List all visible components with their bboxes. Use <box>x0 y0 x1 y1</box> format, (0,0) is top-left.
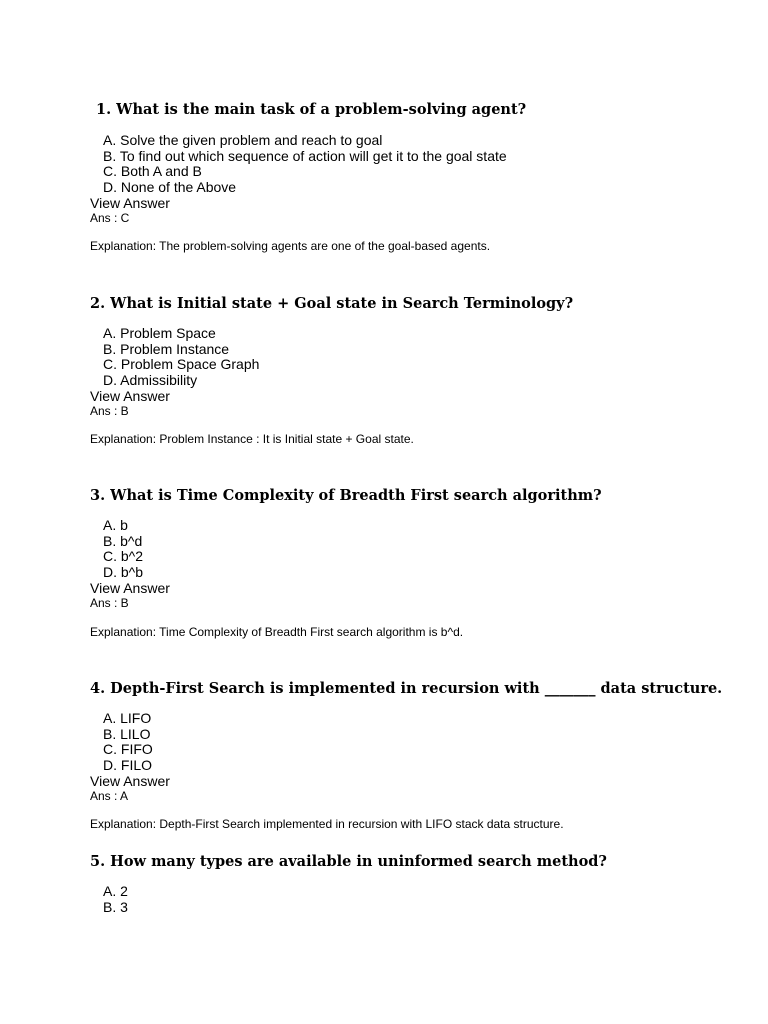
option-c: C. FIFO <box>103 741 153 757</box>
explanation-text: Explanation: The problem-solving agents are one of the goal-based agents. <box>90 239 491 253</box>
question-title: 3. What is Time Complexity of Breadth First search algorithm? <box>90 487 602 504</box>
option-a: A. Problem Space <box>103 325 216 341</box>
option-c: C. Problem Space Graph <box>103 356 260 372</box>
explanation-text: Explanation: Time Complexity of Breadth First search algorithm is b^d. <box>90 625 464 639</box>
option-d: D. None of the Above <box>103 178 237 195</box>
view-answer-link[interactable]: View Answer <box>90 773 170 789</box>
option-d: D. Admissibility <box>103 371 198 388</box>
answer-text: Ans : B <box>90 596 129 610</box>
question-title: 1. What is the main task of a problem-solving agent? <box>96 101 527 118</box>
question-title: 5. How many types are available in uninformed search method? <box>90 853 607 870</box>
explanation-text: Explanation: Depth-First Search implemented in recursion with LIFO stack data structure. <box>90 817 564 831</box>
option-list <box>103 884 128 915</box>
question-title: 2. What is Initial state + Goal state in Search Terminology? <box>90 295 574 312</box>
answer-text: Ans : B <box>90 404 129 418</box>
option-b: B. 3 <box>103 898 128 915</box>
option-d: D. b^b <box>103 563 144 580</box>
option-b: B. Problem Instance <box>103 340 230 357</box>
option-d: D. FILO <box>103 756 153 773</box>
view-answer-link[interactable]: View Answer <box>90 195 170 211</box>
option-a: A. LIFO <box>103 710 152 726</box>
option-list <box>103 326 259 388</box>
option-list <box>103 518 143 580</box>
option-c: C. b^2 <box>103 548 144 564</box>
option-list <box>103 133 507 195</box>
option-a: A. 2 <box>103 883 128 899</box>
answer-text: Ans : A <box>90 789 129 803</box>
explanation-text: Explanation: Problem Instance : It is Initial state + Goal state. <box>90 432 414 446</box>
option-list <box>103 711 153 773</box>
option-b: B. To find out which sequence of action will get it to the goal state <box>103 147 507 164</box>
view-answer-link[interactable]: View Answer <box>90 580 170 596</box>
option-b: B. LILO <box>103 725 151 742</box>
question-title: 4. Depth-First Search is implemented in recursion with _______ data structure. <box>90 680 723 697</box>
option-c: C. Both A and B <box>103 163 202 179</box>
answer-text: Ans : C <box>90 211 130 225</box>
view-answer-link[interactable]: View Answer <box>90 388 170 404</box>
option-b: B. b^d <box>103 532 143 549</box>
option-a: A. Solve the given problem and reach to goal <box>103 132 383 148</box>
option-a: A. b <box>103 517 128 533</box>
